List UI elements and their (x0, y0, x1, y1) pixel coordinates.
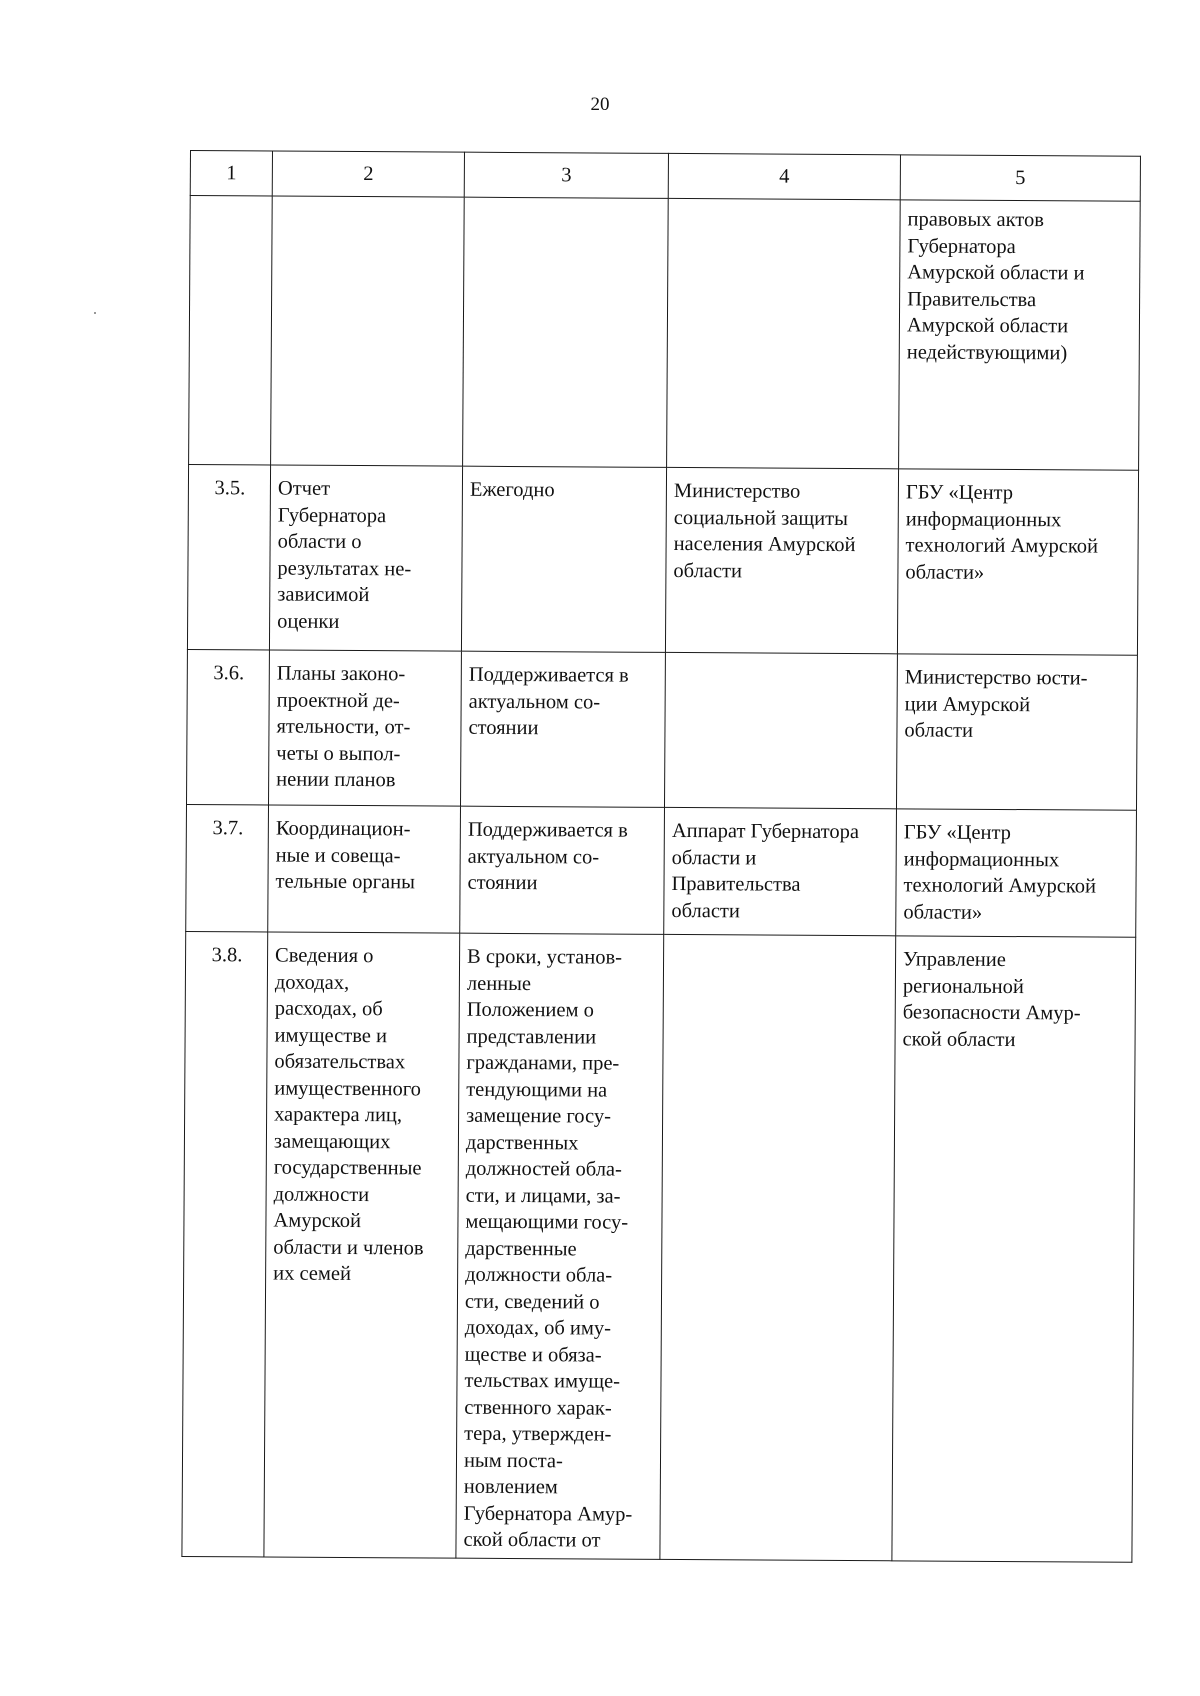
table-row-3-7 (186, 804, 1137, 937)
row-number-cell: 3.6. (187, 649, 270, 804)
column-header-2: 2 (272, 151, 464, 197)
column-header-1: 1 (190, 151, 272, 197)
scan-speck (94, 312, 96, 314)
row-number-cell: 3.7. (186, 804, 269, 931)
responsible-cell: Министерство социальной защиты населения Амурской области (665, 467, 898, 653)
responsible-cell (660, 934, 896, 1560)
responsible-cell: Аппарат Губернатора области и Правительства области (664, 807, 897, 935)
column-header-3: 3 (464, 152, 668, 198)
info-name-cell: Отчет Губернатора области о результатах не- зависимой оценки (269, 465, 462, 651)
update-period-cell: Ежегодно (461, 466, 666, 652)
info-name-cell: Сведения о доходах, расходах, об имуществе и обязательствах имущественного характера лиц, замещающих государственные должности Амурской области и членов их семей (264, 932, 460, 1558)
table-row-3-8 (182, 931, 1136, 1562)
document-table (181, 150, 1141, 1563)
row-number-cell: 3.8. (182, 931, 268, 1556)
source-cell: Министерство юсти- ции Амурской области (896, 654, 1137, 810)
source-cell: ГБУ «Центр информационных технологий Амурской области» (897, 469, 1138, 655)
info-name-cell: Планы законо- проектной де- ятельности, от- четы о выпол- нении планов (269, 650, 462, 806)
source-cell: Управление региональной безопасности Амур- ской области (892, 936, 1136, 1562)
info-name-cell: Координацион- ные и совеща- тельные органы (268, 805, 461, 933)
table-row-3-6 (187, 649, 1138, 810)
row-number-cell: 3.5. (187, 464, 270, 649)
column-header-5: 5 (900, 155, 1140, 201)
update-period-cell: В сроки, установ- ленные Положением о представлении гражданами, пре- тендующими на замещение госу- дарственных должностей обла- сти, и лицами, за- мещающими госу- дарственные должности обла- сти, сведений о доходах, об иму- ществе и обяза- тельствах имуще- ственного харак- тера, утвержден- ным поста- новлением Губернатора Амур- ской области от (456, 933, 664, 1559)
row-number-cell (189, 196, 273, 465)
update-period-cell: Поддерживается в актуальном со- стоянии (460, 806, 665, 934)
table-row-continued (189, 196, 1141, 471)
responsible-cell (667, 198, 901, 468)
update-period-cell: Поддерживается в актуальном со- стоянии (460, 651, 665, 807)
responsible-cell (664, 652, 897, 808)
info-name-cell (271, 196, 465, 466)
table-row-3-5 (187, 464, 1138, 655)
source-cell: правовых актов Губернатора Амурской области и Правительства Амурской области недействующими) (899, 200, 1141, 470)
source-cell: ГБУ «Центр информационных технологий Амурской области» (896, 809, 1137, 937)
update-period-cell (463, 197, 669, 467)
page-number: 20 (590, 94, 610, 115)
header-row (190, 151, 1140, 202)
column-header-4: 4 (668, 153, 900, 199)
